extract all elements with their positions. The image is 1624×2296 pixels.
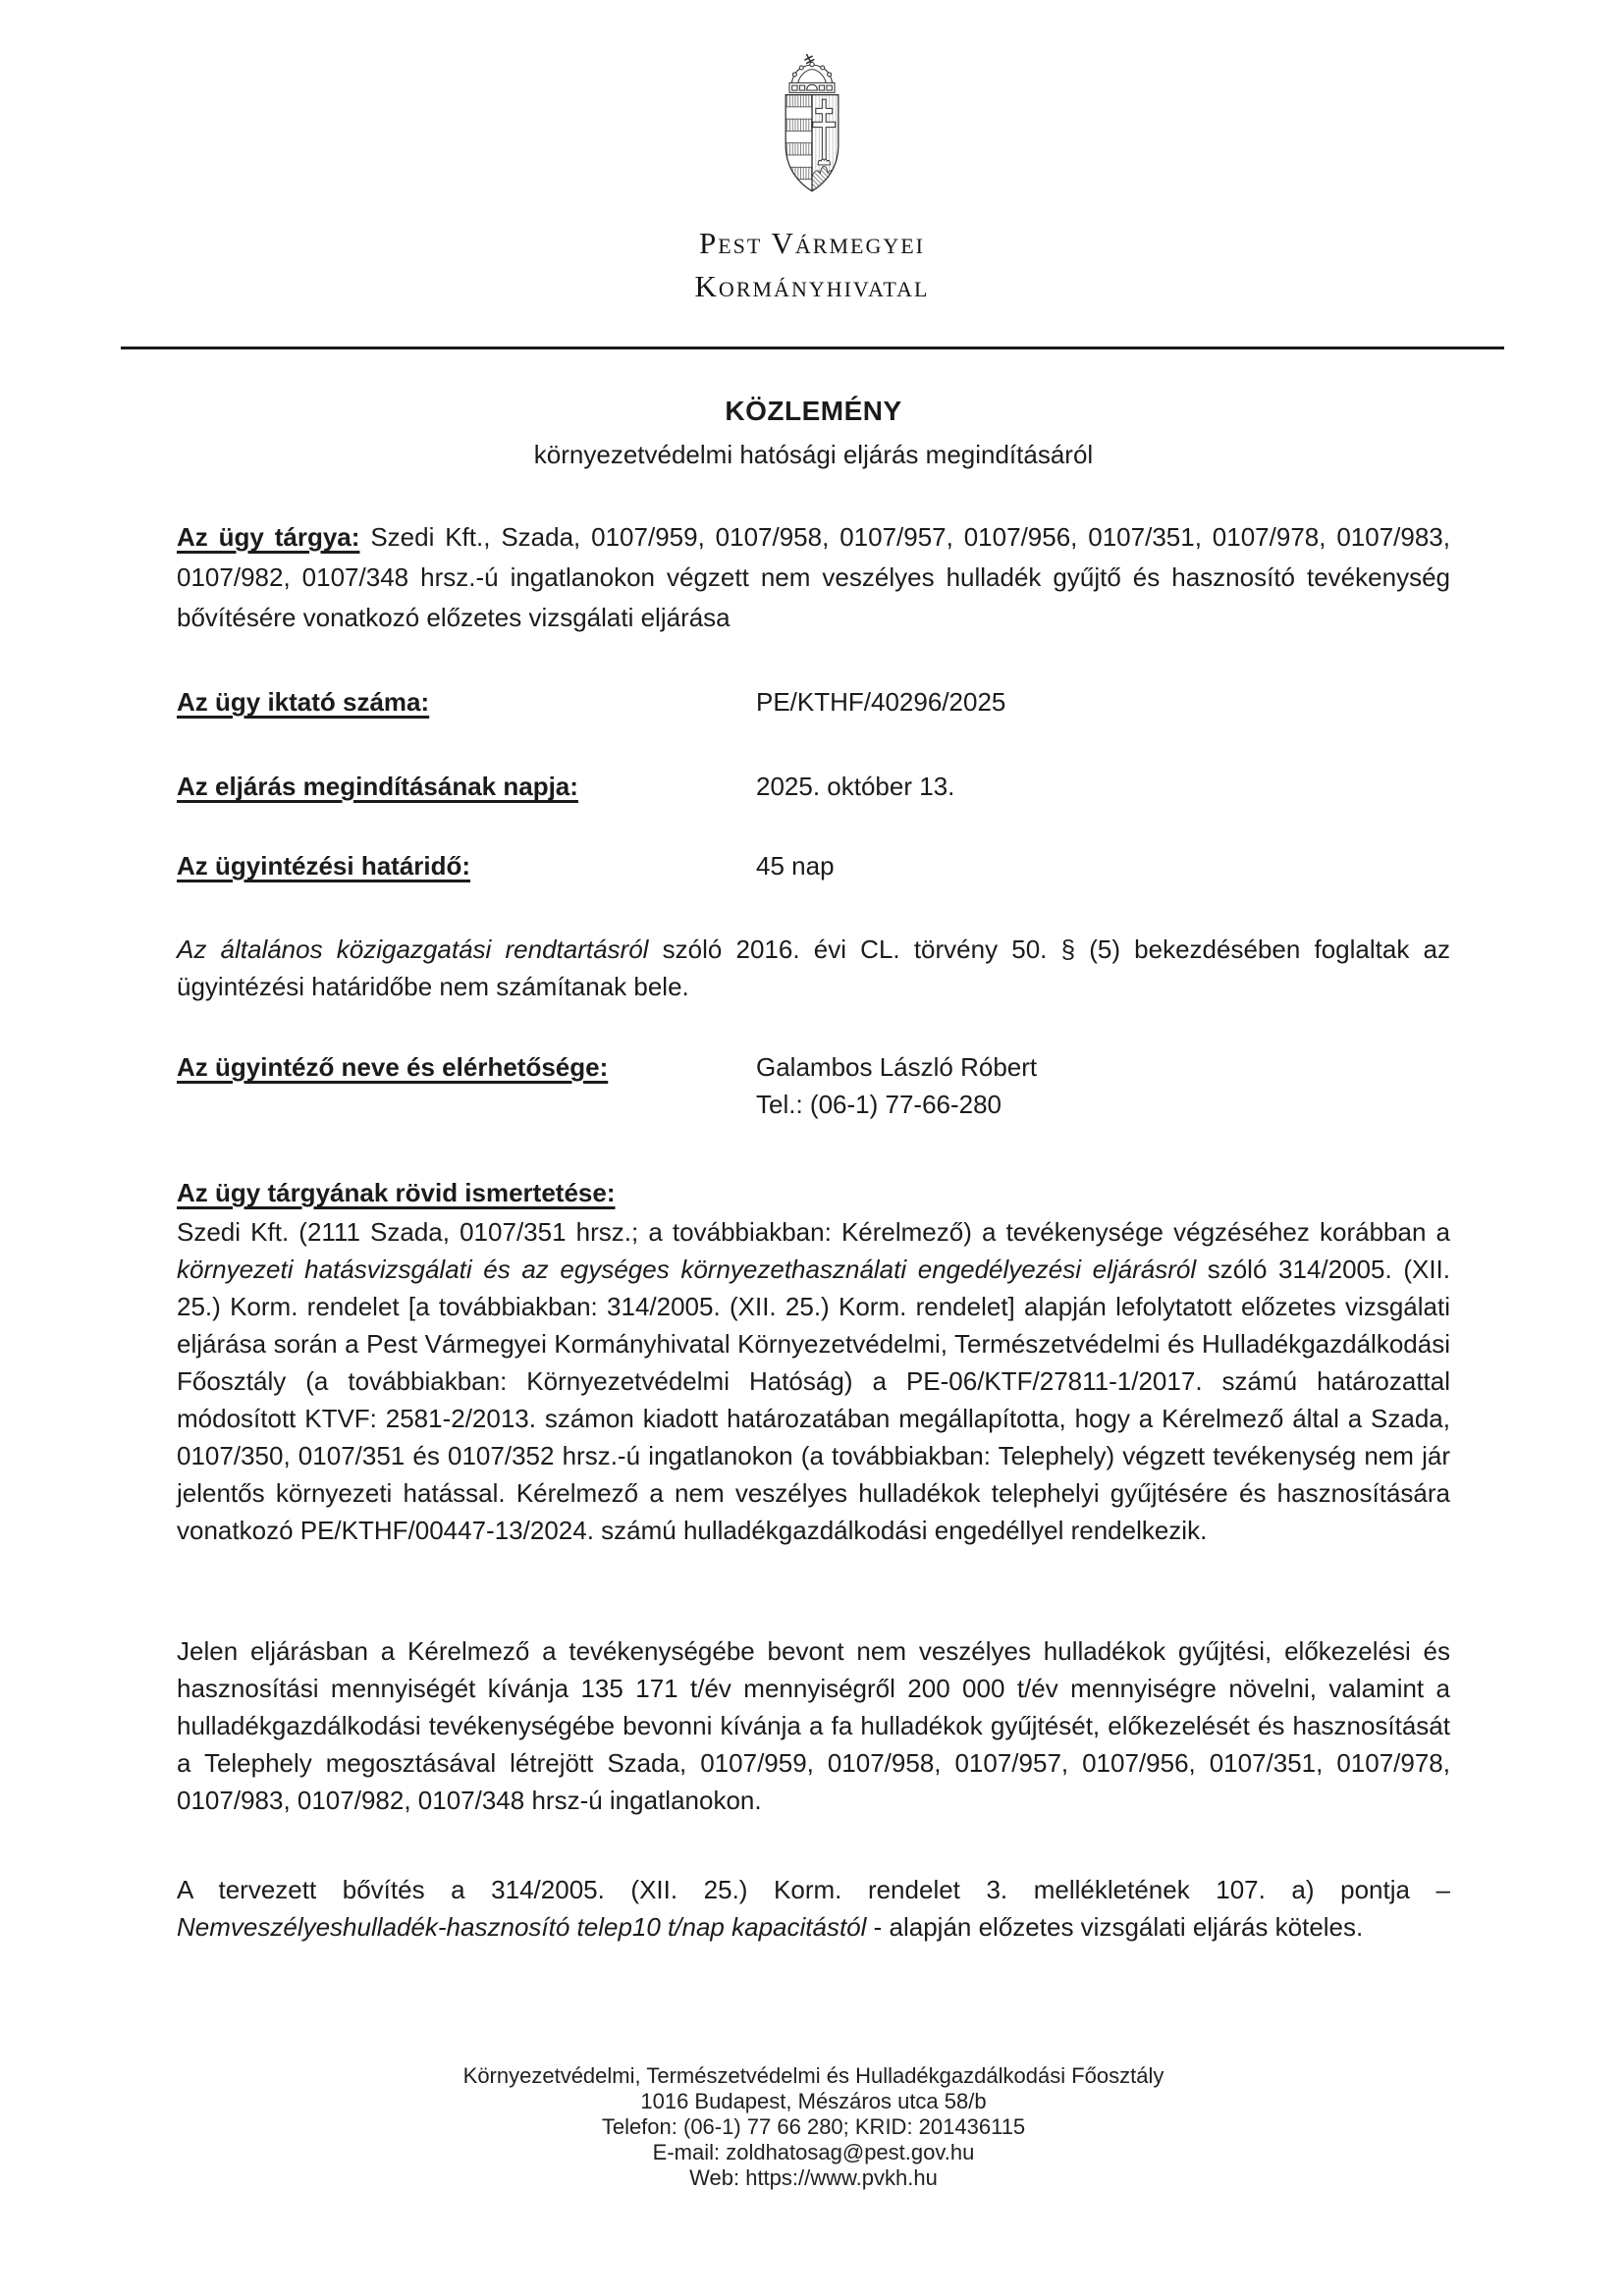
deadline-row xyxy=(177,846,1450,885)
start-date-row xyxy=(177,767,1450,806)
footer-department: Környezetvédelmi, Természetvédelmi és Hulladékgazdálkodási Főosztály xyxy=(462,2063,1164,2088)
start-date-value: 2025. október 13. xyxy=(756,772,955,801)
officer-row xyxy=(177,1048,1450,1086)
case-number-value: PE/KTHF/40296/2025 xyxy=(756,687,1006,717)
p3-text-before: A tervezett bővítés a 314/2005. (XII. 25.) Korm. rendelet 3. mellékletének 107. a) pontja – xyxy=(177,1875,1450,1904)
notice-title: KÖZLEMÉNY xyxy=(725,396,902,426)
footer-address: 1016 Budapest, Mészáros utca 58/b xyxy=(640,2089,987,2113)
deadline-note-rest: szóló 2016. évi CL. törvény 50. § (5) bekezdésében foglaltak az ügyintézési határidőbe nem számítanak bele. xyxy=(177,934,1450,1001)
summary-paragraph-3 xyxy=(177,1871,1450,1946)
p3-text-after: - alapján előzetes vizsgálati eljárás köteles. xyxy=(873,1912,1364,1942)
hungarian-coat-of-arms-icon xyxy=(767,51,857,217)
footer-block xyxy=(177,2063,1450,2191)
header-divider xyxy=(121,347,1504,349)
p3-text-italic: Nemveszélyeshulladék-hasznosító telep10 t/nap kapacitástól xyxy=(177,1912,867,1942)
summary-paragraph-2: Jelen eljárásban a Kérelmező a tevékenységébe bevont nem veszélyes hulladékok gyűjtési, előkezelési és hasznosítási mennyiségét kívánja 135 171 t/év mennyiségről 200 000 t/év mennyiségre növelni, valamint a hulladékgazdálkodási tevékenységébe bevonni kívánja a fa hulladékok gyűjtését, előkezelését és hasznosítását a Telephely megosztásával létrejött Szada, 0107/959, 0107/958, 0107/957, 0107/956, 0107/351, 0107/978, 0107/983, 0107/982, 0107/348 hrsz-ú ingatlanokon. xyxy=(177,1636,1450,1815)
document-body xyxy=(177,392,1450,2191)
org-name-line2: Kormányhivatal xyxy=(694,269,930,303)
start-date-label: Az eljárás megindításának napja: xyxy=(177,772,578,801)
notice-subtitle: környezetvédelmi hatósági eljárás megindításáról xyxy=(533,440,1094,469)
organization-name xyxy=(0,223,1624,309)
deadline-note-italic: Az általános közigazgatási rendtartásról xyxy=(177,934,649,964)
summary-heading: Az ügy tárgyának rövid ismertetése: xyxy=(177,1178,616,1207)
case-subject-label: Az ügy tárgya: xyxy=(177,522,360,552)
footer-phone-krid: Telefon: (06-1) 77 66 280; KRID: 201436115 xyxy=(601,2114,1026,2139)
officer-phone-row xyxy=(177,1086,1450,1123)
case-number-label: Az ügy iktató száma: xyxy=(177,687,430,717)
summary-paragraph-1 xyxy=(177,1213,1450,1549)
p1-text-italic: környezeti hatásvizsgálati és az egységes környezethasználati engedélyezési eljárásról xyxy=(177,1255,1197,1284)
officer-phone: Tel.: (06-1) 77-66-280 xyxy=(756,1090,1002,1119)
officer-name: Galambos László Róbert xyxy=(756,1052,1038,1082)
footer-web: Web: https://www.pvkh.hu xyxy=(689,2165,938,2190)
org-name-line1: Pest Vármegyei xyxy=(698,226,926,260)
deadline-note-paragraph xyxy=(177,931,1450,1005)
officer-label: Az ügyintéző neve és elérhetősége: xyxy=(177,1052,609,1082)
deadline-label: Az ügyintézési határidő: xyxy=(177,851,471,881)
deadline-value: 45 nap xyxy=(756,851,835,881)
case-subject-paragraph xyxy=(177,517,1450,638)
case-subject-text: Szedi Kft., Szada, 0107/959, 0107/958, 0107/957, 0107/956, 0107/351, 0107/978, 0107/983, 0107/982, 0107/348 hrsz.-ú ingatlanokon végzett nem veszélyes hulladék gyűjtő és hasznosító tevékenység bővítésére vonatkozó előzetes vizsgálati eljárása xyxy=(177,522,1450,632)
case-number-row xyxy=(177,682,1450,721)
p1-text-after: szóló 314/2005. (XII. 25.) Korm. rendelet [a továbbiakban: 314/2005. (XII. 25.) Korm. rendelet] alapján lefolytatott előzetes vizsgálati eljárása során a Pest Vármegyei Kormányhivatal Környezetvédelmi, Természetvédelmi és Hulladékgazdálkodási Főosztály (a továbbiakban: Környezetvédelmi Hatóság) a PE-06/KTF/27811-1/2017. számú határozattal módosított KTVF: 2581-2/2013. számon kiadott határozatában megállapította, hogy a Kérelmező által a Szada, 0107/350, 0107/351 és 0107/352 hrsz.-ú ingatlanokon (a továbbiakban: Telephely) végzett tevékenység nem jár jelentős környezeti hatással. Kérelmező a nem veszélyes hulladékok telephelyi gyűjtésére és hasznosítására vonatkozó PE/KTHF/00447-13/2024. számú hulladékgazdálkodási engedéllyel rendelkezik. xyxy=(177,1255,1450,1545)
p1-text-before: Szedi Kft. (2111 Szada, 0107/351 hrsz.; a továbbiakban: Kérelmező) a tevékenysége végzéséhez korábban a xyxy=(177,1217,1450,1247)
footer-email: E-mail: zoldhatosag@pest.gov.hu xyxy=(652,2140,975,2164)
